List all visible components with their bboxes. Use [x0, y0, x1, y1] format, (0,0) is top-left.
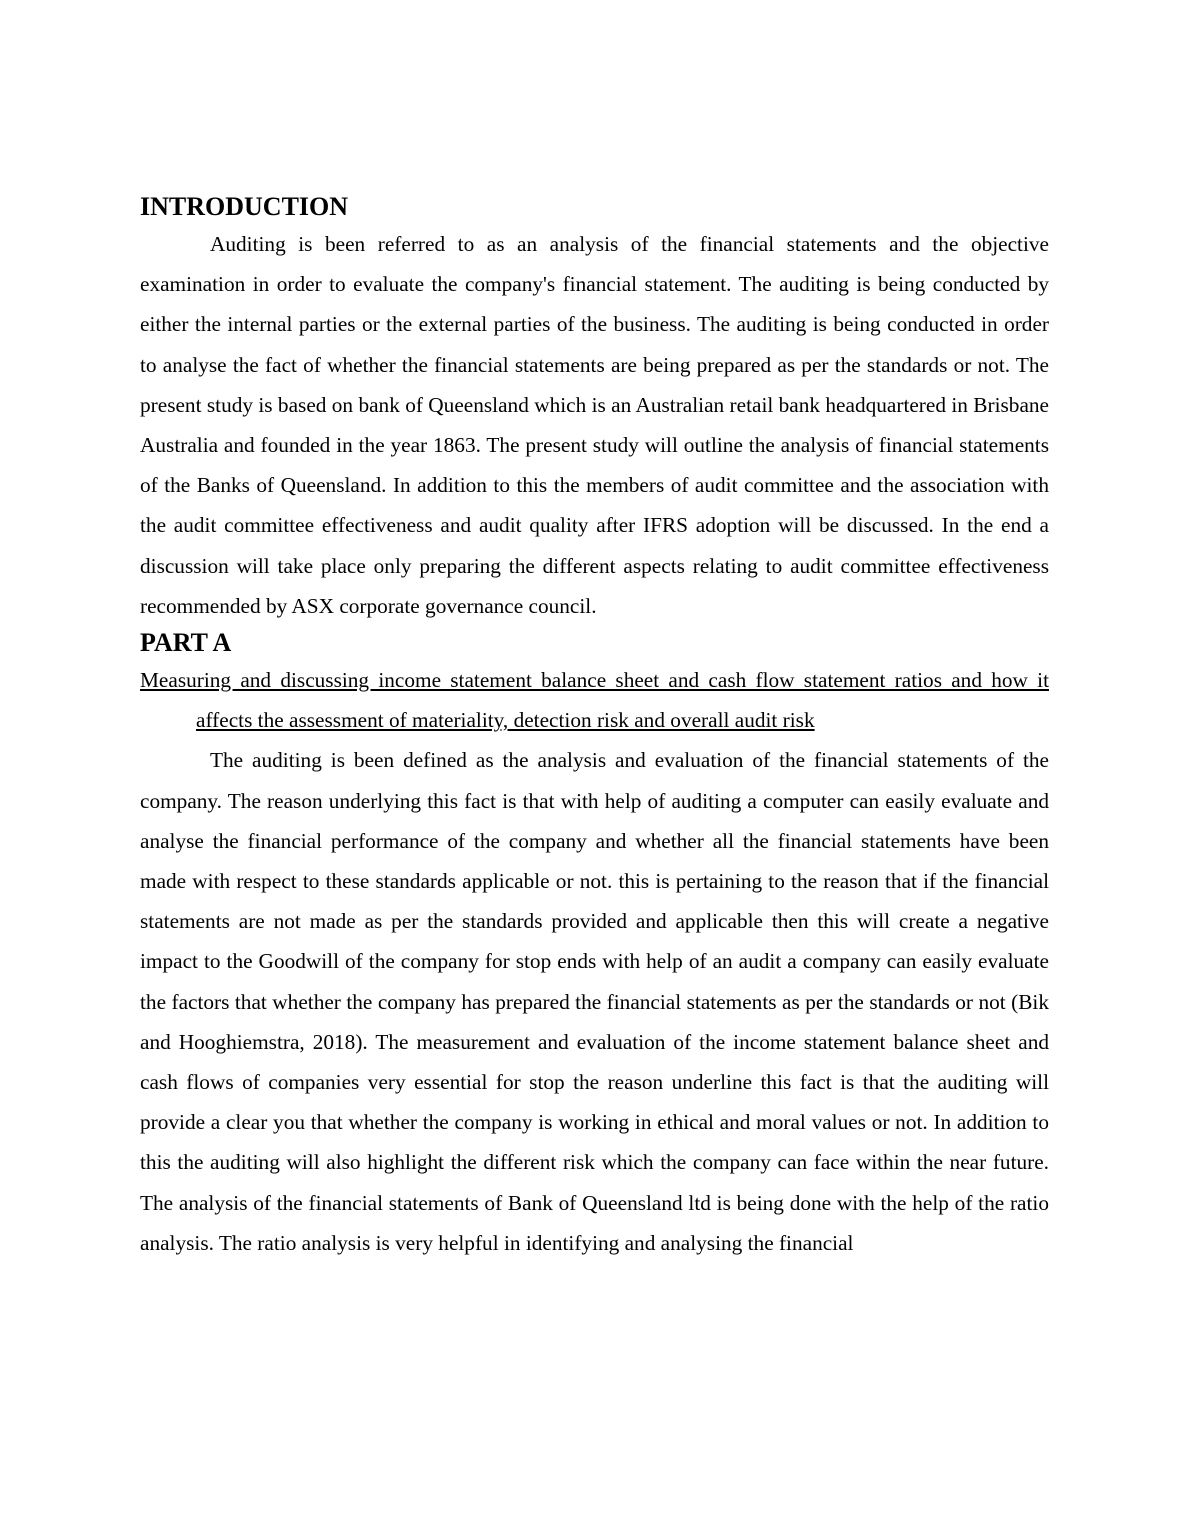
part-a-subheading: Measuring and discussing income statement balance sheet and cash flow statement ratios and how it affects the assessment of materiality, detection risk and overall audit risk [140, 668, 1049, 733]
document-page [140, 190, 1049, 1263]
introduction-heading: INTRODUCTION [140, 192, 349, 221]
part-a-paragraph: The auditing is been defined as the analysis and evaluation of the financial statements of the company. The reason underlying this fact is that with help of auditing a computer can easily evaluate and analyse the financial performance of the company and whether all the financial statements have been made with respect to these standards applicable or not. this is pertaining to the reason that if the financial statements are not made as per the standards provided and applicable then this will create a negative impact to the Goodwill of the company for stop ends with help of an audit a company can easily evaluate the factors that whether the company has prepared the financial statements as per the standards or not (Bik and Hooghiemstra, 2018). The measurement and evaluation of the income statement balance sheet and cash flows of companies very essential for stop the reason underline this fact is that the auditing will provide a clear you that whether the company is working in ethical and moral values or not. In addition to this the auditing will also highlight the different risk which the company can face within the near future. The analysis of the financial statements of Bank of Queensland ltd is being done with the help of the ratio analysis. The ratio analysis is very helpful in identifying and analysing the financial [140, 748, 1049, 1255]
introduction-paragraph: Auditing is been referred to as an analysis of the financial statements and the objective examination in order to evaluate the company's financial statement. The auditing is being conducted by either the internal parties or the external parties of the business. The auditing is being conducted in order to analyse the fact of whether the financial statements are being prepared as per the standards or not. The present study is based on bank of Queensland which is an Australian retail bank headquartered in Brisbane Australia and founded in the year 1863. The present study will outline the analysis of financial statements of the Banks of Queensland. In addition to this the members of audit committee and the association with the audit committee effectiveness and audit quality after IFRS adoption will be discussed. In the end a discussion will take place only preparing the different aspects relating to audit committee effectiveness recommended by ASX corporate governance council. [140, 232, 1049, 618]
part-a-heading: PART A [140, 628, 232, 658]
